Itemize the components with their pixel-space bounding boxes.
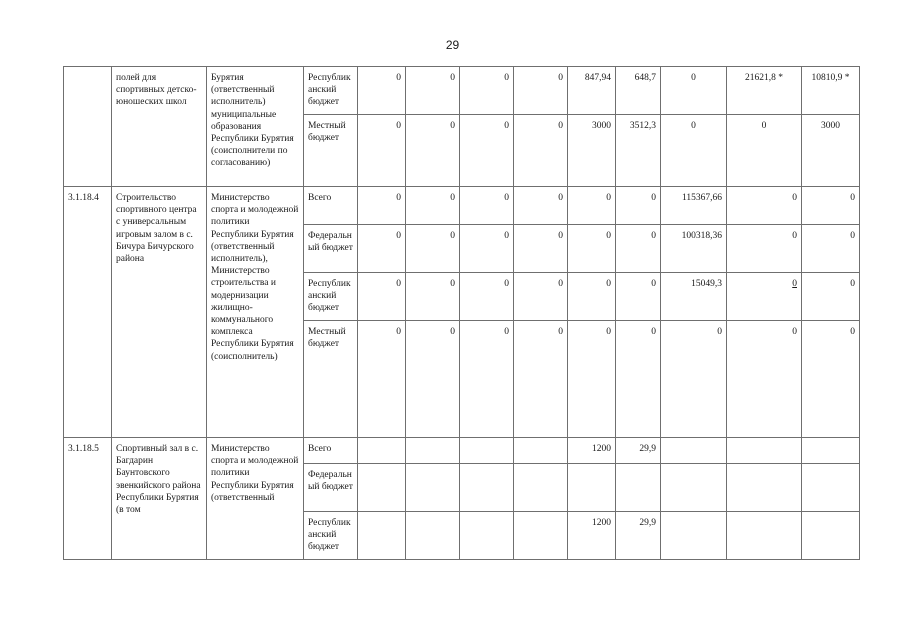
- value-cell: 0: [616, 273, 661, 321]
- table-row: [64, 67, 860, 115]
- value-cell: [460, 464, 514, 512]
- executor-cell: Министерство спорта и молодежной политики Республики Бурятия (ответственный: [207, 438, 304, 560]
- value-cell: 0: [514, 225, 568, 273]
- budget-source-label: Местный бюджет: [304, 115, 358, 187]
- value-cell: 0: [406, 115, 460, 187]
- value-cell: 10810,9 *: [802, 67, 860, 115]
- value-cell: 0: [358, 225, 406, 273]
- value-cell: 0: [358, 321, 406, 438]
- value-cell: 0: [661, 67, 727, 115]
- value-cell: [514, 438, 568, 464]
- value-cell: 0: [568, 187, 616, 225]
- value-cell: 3000: [802, 115, 860, 187]
- table-row: [64, 438, 860, 464]
- value-cell: 0: [358, 187, 406, 225]
- value-cell: 0: [406, 67, 460, 115]
- value-cell: [406, 464, 460, 512]
- budget-source-label: Всего: [304, 187, 358, 225]
- value-cell: 0: [406, 273, 460, 321]
- value-cell: [514, 464, 568, 512]
- value-cell: 0: [406, 321, 460, 438]
- value-cell: 0: [358, 67, 406, 115]
- value-cell: 0: [568, 225, 616, 273]
- value-cell: 115367,66: [661, 187, 727, 225]
- value-cell: 15049,3: [661, 273, 727, 321]
- value-cell: 0: [514, 115, 568, 187]
- value-cell: [802, 512, 860, 560]
- value-cell: 0: [358, 115, 406, 187]
- value-cell: [802, 438, 860, 464]
- value-cell: [568, 464, 616, 512]
- value-cell: [358, 438, 406, 464]
- value-cell: [406, 512, 460, 560]
- value-cell: 0: [460, 187, 514, 225]
- value-cell: [661, 512, 727, 560]
- value-cell: 0: [727, 115, 802, 187]
- budget-source-label: Республиканский бюджет: [304, 67, 358, 115]
- value-cell: 847,94: [568, 67, 616, 115]
- value-cell: 21621,8 *: [727, 67, 802, 115]
- measure-code-cell: [64, 67, 112, 187]
- value-cell: 0: [661, 321, 727, 438]
- value-cell: 29,9: [616, 512, 661, 560]
- value-cell: 0: [514, 321, 568, 438]
- value-cell: [460, 438, 514, 464]
- value-cell: 100318,36: [661, 225, 727, 273]
- value-cell: [727, 438, 802, 464]
- value-cell: [358, 464, 406, 512]
- value-cell: 0: [406, 225, 460, 273]
- value-cell: 0: [802, 187, 860, 225]
- executor-cell: Министерство спорта и молодежной политики Республики Бурятия (ответственный исполнитель), Министерство строительства и модернизации жилищно-коммунального комплекса Республики Бурятия (соисполнитель): [207, 187, 304, 438]
- budget-source-label: Федеральный бюджет: [304, 464, 358, 512]
- value-cell: 29,9: [616, 438, 661, 464]
- value-cell: [460, 512, 514, 560]
- value-cell: [616, 464, 661, 512]
- value-cell: 0: [616, 187, 661, 225]
- value-cell: [727, 273, 802, 321]
- value-cell: [358, 512, 406, 560]
- value-cell: 0: [358, 273, 406, 321]
- value-cell: [727, 464, 802, 512]
- budget-source-label: Местный бюджет: [304, 321, 358, 438]
- budget-source-label: Республиканский бюджет: [304, 273, 358, 321]
- value-cell: 0: [460, 321, 514, 438]
- value-cell: 0: [802, 225, 860, 273]
- value-cell: [802, 464, 860, 512]
- value-cell: 0: [514, 273, 568, 321]
- value-cell: 0: [616, 225, 661, 273]
- value-cell: [727, 512, 802, 560]
- value-cell: [514, 512, 568, 560]
- measure-name-cell: Спортивный зал в с. Багдарин Баунтовского эвенкийского района Республики Бурятия (в том: [112, 438, 207, 560]
- value-cell: [406, 438, 460, 464]
- value-cell: 3512,3: [616, 115, 661, 187]
- executor-cell: Бурятия (ответственный исполнитель) муниципальные образования Республики Бурятия (соисполнители по согласованию): [207, 67, 304, 187]
- underlined-value: 0: [792, 279, 797, 289]
- value-cell: 0: [460, 67, 514, 115]
- value-cell: 0: [802, 273, 860, 321]
- value-cell: 0: [460, 225, 514, 273]
- value-cell: 648,7: [616, 67, 661, 115]
- value-cell: 0: [802, 321, 860, 438]
- value-cell: 0: [727, 321, 802, 438]
- value-cell: 0: [406, 187, 460, 225]
- value-cell: 0: [460, 273, 514, 321]
- value-cell: 0: [514, 67, 568, 115]
- value-cell: 1200: [568, 512, 616, 560]
- value-cell: 0: [460, 115, 514, 187]
- measure-name-cell: Строительство спортивного центра с универсальным игровым залом в с. Бичура Бичурского района: [112, 187, 207, 438]
- measure-name-cell: полей для спортивных детско-юношеских школ: [112, 67, 207, 187]
- value-cell: [661, 438, 727, 464]
- budget-source-label: Федеральный бюджет: [304, 225, 358, 273]
- table-row: [64, 187, 860, 225]
- budget-source-label: Республиканский бюджет: [304, 512, 358, 560]
- value-cell: 1200: [568, 438, 616, 464]
- value-cell: 0: [727, 187, 802, 225]
- measure-code-cell: 3.1.18.5: [64, 438, 112, 560]
- value-cell: 0: [661, 115, 727, 187]
- value-cell: [661, 464, 727, 512]
- value-cell: 0: [568, 273, 616, 321]
- value-cell: 3000: [568, 115, 616, 187]
- measure-code-cell: 3.1.18.4: [64, 187, 112, 438]
- value-cell: 0: [514, 187, 568, 225]
- budget-source-label: Всего: [304, 438, 358, 464]
- value-cell: 0: [616, 321, 661, 438]
- value-cell: 0: [727, 225, 802, 273]
- page-number: 29: [445, 38, 460, 52]
- budget-table: [63, 66, 860, 560]
- value-cell: 0: [568, 321, 616, 438]
